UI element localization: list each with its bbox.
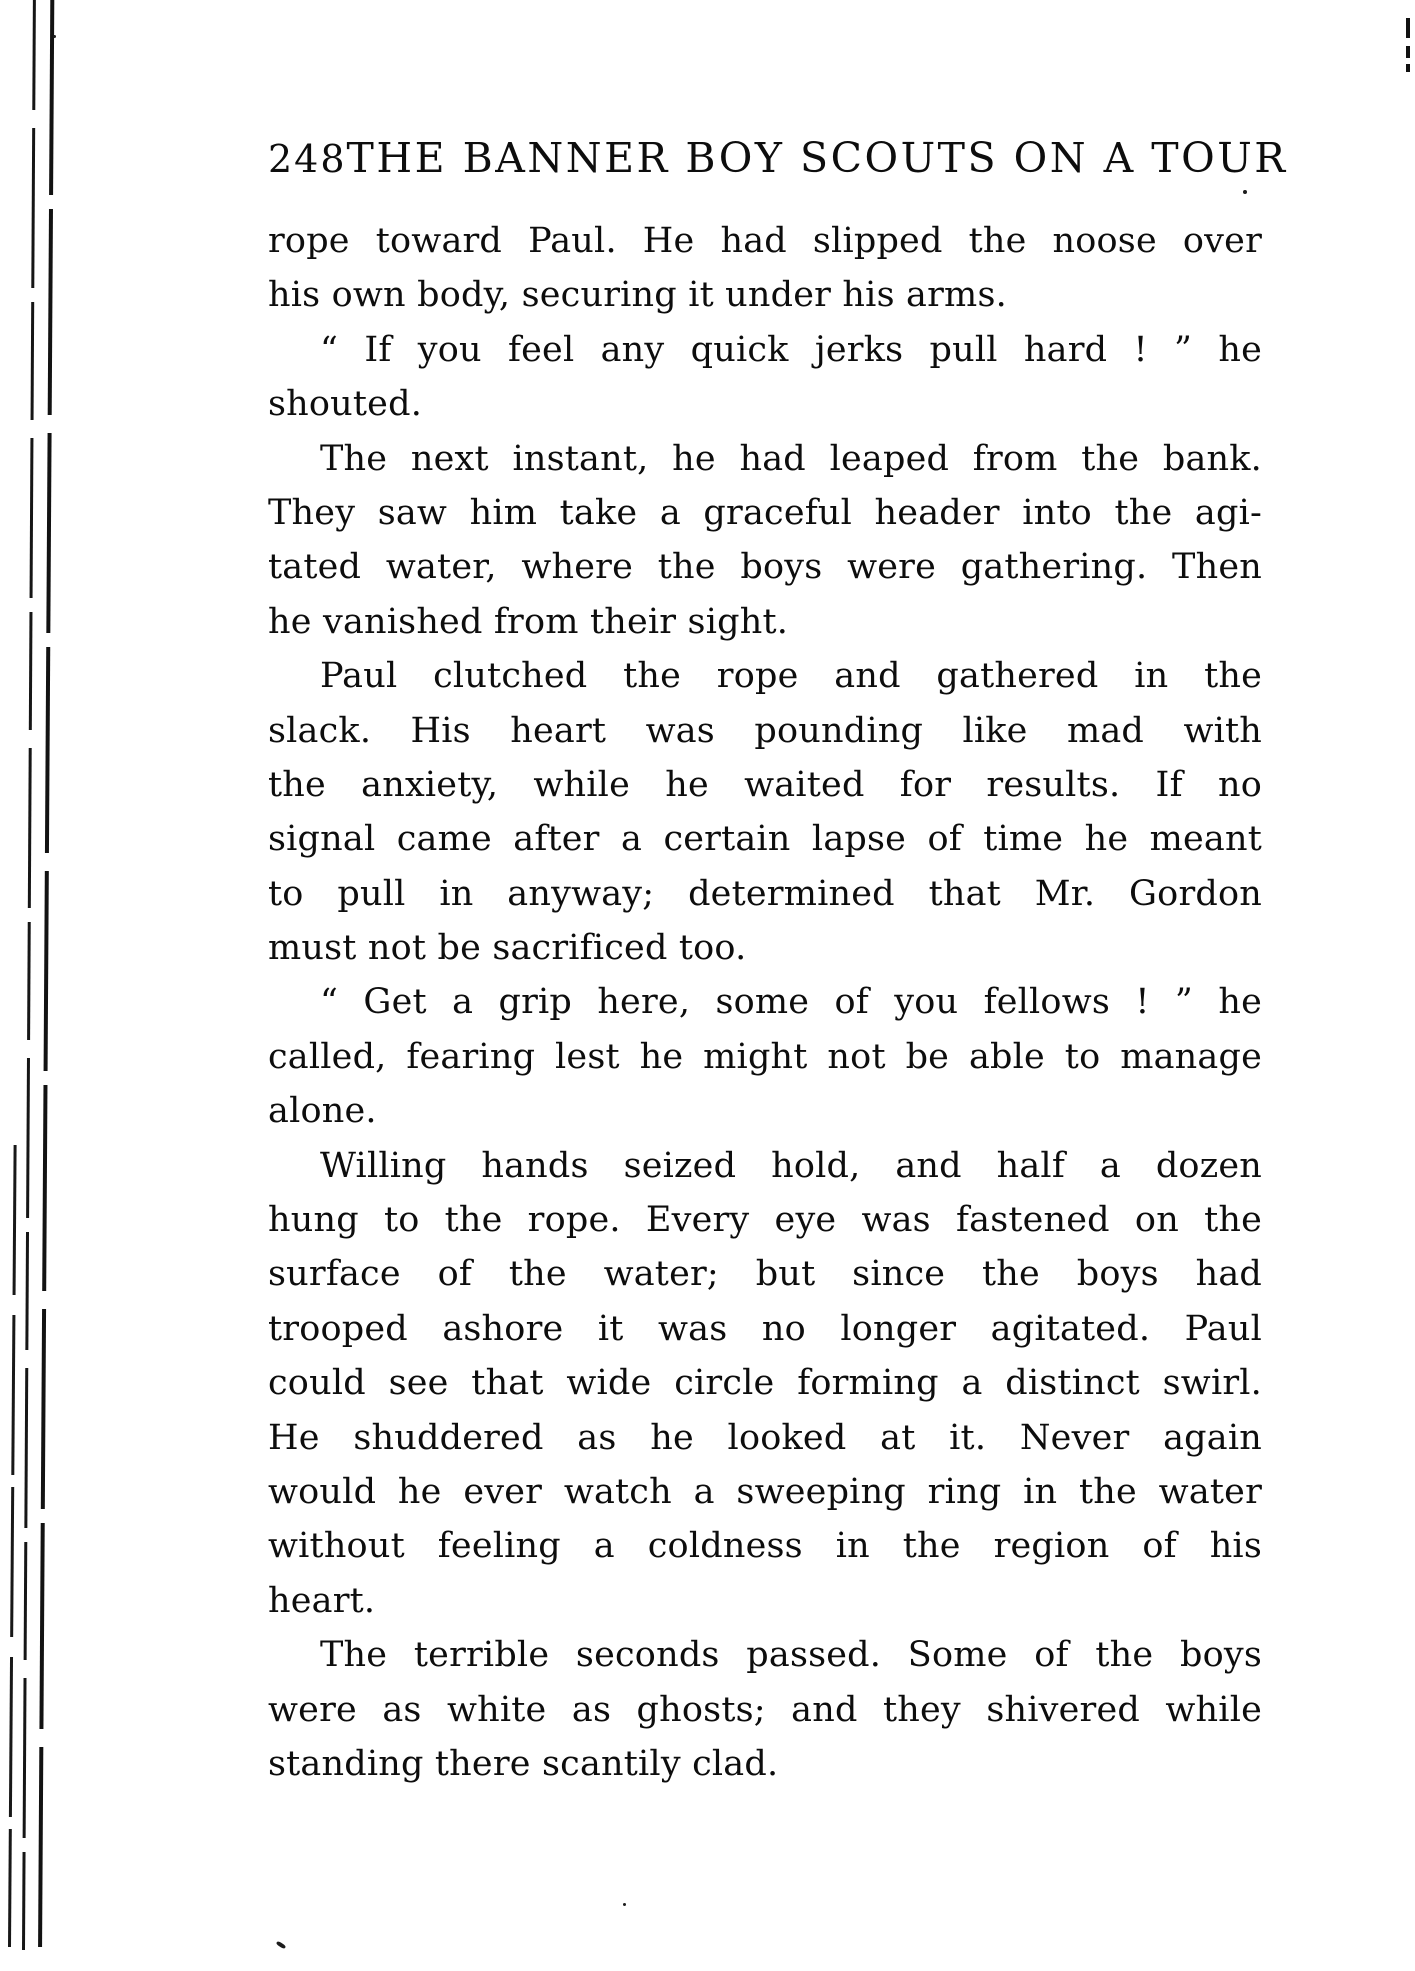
text-line: were as white as ghosts; and they shivered while	[268, 1689, 1262, 1730]
text-line: standing there scantily clad.	[268, 1743, 779, 1784]
body-text	[268, 214, 1262, 1791]
text-line: the anxiety, while he waited for results. If no	[268, 764, 1262, 805]
text-line: hung to the rope. Every eye was fastened on the	[268, 1200, 1262, 1241]
text-line: Paul clutched the rope and gathered in the	[320, 656, 1262, 697]
text-line: to pull in anyway; determined that Mr. Gordon	[268, 873, 1262, 914]
ink-speck	[276, 1941, 287, 1950]
text-line: He shuddered as he looked at it. Never again	[268, 1417, 1262, 1458]
text-line: The terrible seconds passed. Some of the boys	[320, 1635, 1262, 1676]
text-line: Willing hands seized hold, and half a dozen	[320, 1145, 1262, 1186]
text-line: must not be sacrificed too.	[268, 928, 747, 969]
text-line: slack. His heart was pounding like mad with	[268, 710, 1262, 751]
text-line: would he ever watch a sweeping ring in the water	[268, 1471, 1262, 1512]
text-line: alone.	[268, 1091, 377, 1132]
text-line: signal came after a certain lapse of time he meant	[268, 819, 1262, 860]
text-line: his own body, securing it under his arms.	[268, 275, 1007, 316]
text-line: shouted.	[268, 384, 423, 425]
page-number: 248	[268, 137, 347, 181]
text-line: surface of the water; but since the boys had	[268, 1254, 1262, 1295]
scan-gutter-line	[22, 0, 36, 1950]
text-line: tated water, where the boys were gathering. Then	[268, 547, 1262, 588]
text-line: “ If you feel any quick jerks pull hard ! ” he	[320, 329, 1262, 370]
scan-gutter-line	[8, 1145, 17, 1947]
text-line: They saw him take a graceful header into the agi-	[268, 492, 1262, 533]
page-header	[268, 134, 1288, 182]
text-line: heart.	[268, 1580, 376, 1621]
text-line: without feeling a coldness in the region of his	[268, 1526, 1262, 1567]
ink-speck	[53, 35, 56, 38]
scan-gutter-line	[38, 0, 54, 1957]
text-line: The next instant, he had leaped from the bank.	[320, 438, 1262, 479]
text-line: rope toward Paul. He had slipped the noose over	[268, 221, 1262, 261]
text-line: trooped ashore it was no longer agitated. Paul	[268, 1308, 1262, 1349]
text-line: he vanished from their sight.	[268, 601, 789, 642]
text-line: could see that wide circle forming a distinct swirl.	[268, 1363, 1262, 1404]
text-line: “ Get a grip here, some of you fellows ! ” he	[320, 982, 1262, 1023]
text-line: called, fearing lest he might not be able to manage	[268, 1036, 1262, 1077]
ink-speck	[623, 1903, 626, 1906]
scan-edge-mark	[1406, 18, 1410, 72]
running-title: THE BANNER BOY SCOUTS ON A TOUR	[346, 134, 1288, 182]
ink-speck	[1243, 190, 1247, 194]
